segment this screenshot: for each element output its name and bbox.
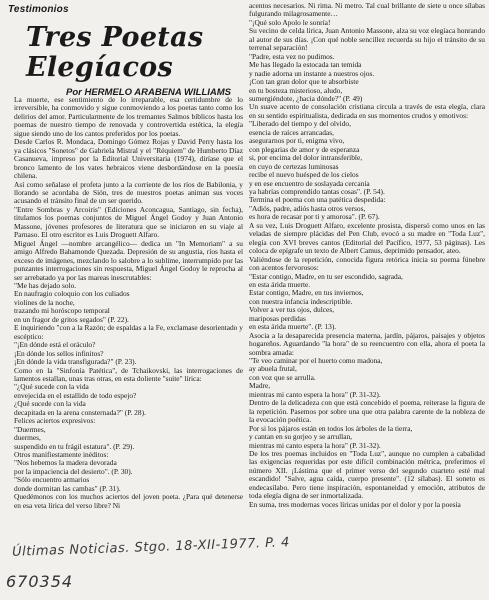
article-byline: Por HERMELO ARABENA WILLIAMS — [66, 87, 232, 98]
article-column-left: La muerte, ese sentimiento de lo irreparable, esa certidumbre de lo irreversible, ha conmovido y sigue conmoviendo a los poetas tanto como los delirios del amor. Particularmente de los tremantes Salmos bíblicos hasta los poemas de nuestro tiempo de renovada y controvertida estética, la elegía sigue siendo uno de los cantos preferidos por los poetas. Desde Carlos R. Mondaca, Domingo Gómez Rojas y David Perry hasta los ya clásicos "Sonetos" de Gabriela Mistral y el "Réquiem" de Humberto Díaz Casanueva, impreso por la Editorial Universitaria (1974), diríase que el bronco lamento de los vates hebraicos viene desbordándose en la poesía chilena. Así como señalase el profeta junto a la corriente de los ríos de Babilonia, y llorando se acordaba de Sión, tres de nuestros poetas animan sus voces acusando el tránsito final de un ser querido. "Entre Sombras y Arcoiris" (Ediciones Aconcagua, Santiago, sin fecha), titulamos los poemas conjuntos de Miguel Ángel Godoy y Juan Antonio Massone, jóvenes profesores de literatura que se iniciaron en su viaje al Parnaso. El otro escritor es Luis Droguett Alfaro. Miguel Ángel —nombre arcangélico— dedica un "In Memoriam" a su amigo Alfredo Bahamonde Quezada. Depresión de su angustia, ríos hasta el exceso de imágenes, mezclando lo salobre a lo sublime, interrumpido por las punzantes interrogaciones sin respuesta, Miguel Ángel Godoy le reprocha al ser arrebatado ya por las mareas inescrutables: "Me has dejado solo. En naufragio coloquio con los culiados violines de la noche, trazando mi horóscopo temporal en un fragor de gritos segados" (P. 22). E inquiriendo "con a la Razón; de espaldas a la Fe, exclamase desorientado y escéptico: "¡En dónde está el oráculo? ¡En dónde los sellos infinitos? ¡En dónde la vida transfigurada?" (P. 23). Como en la "Sinfonía Patética", de Tchaikovski, las interrogaciones de lamentos estallan, unas tras otras, en esta doliente "suite" lírica: "¿Qué sucede con la vida envejecida en el estallido de todo espejo? ¿Qué sucede con la vida decapitada en la arena consternada?" (P. 28). Felices aciertos expresivos: "Duermes, duermes, suspendido en tu frágil estatura". (P. 29). Otros manifiestamente inéditos: "Nos hebemos la madera devorada por la impaciencia del desierto". (P. 30). "Sólo encuentro armarios donde dormitan las cambas" (P. 31). Quedémonos con los muchos aciertos del joven poeta. ¿Para qué detenerse en esa veta lírica del verso libre? Ni — [14, 95, 243, 510]
article-column-right: acentos necesarios. Ni rima. Ni metro. Tal cual brillante de siete u once sílabas fulgurando milagrosamente… "¡Qué solo Apolo le sonría! Su vecino de celda lírica, Juan Antonio Massone, alza su voz elegíaca honrando al autor de sus días. ¡Con qué noble sencillez recuerda su hijo el tránsito de su terrenal separación! "Padre, esta vez no pudimos. Me has llegado la estocada tan temida y nadie adorna un instante a nuestros ojos. ¡Con tan gran dolor que te absorbiste en tu bosteza misterioso, aludo, sumergiéndote, ¿hacia dónde?" (P. 49) Un suave acento de consolación cristiana circula a través de esta elegía, clara en su sentido espiritualista, dedicada en sus momentos crudos y emotivos: "Liberado del tiempo y del olvido, esencia de raíces arrancadas, asegurarnos por ti, enigma vivo, con plegarias de amor y de esperanza si, por encima del dolor intransferible, en cuyo de certezas luminosas recibe el nuevo huésped de los cielos y en ese encuentro de soslayada cercanía ya habrías comprendido tantas cosas". (P. 54). Termina el poema con una patética despedida: "Adiós, padre, adiós hasta otros versos, es hora de recasar por ti y amorosa". (P. 67). A su vez, Luis Droguett Alfaro, excelente prosista, dispersó como unos en las veladas de siempre plácidas del Pen Club, evocó a su madre en "Toda Luz", elegía con XVI breves cantos (Editorial del Pacífico, 1977, 53 páginas). Les coloca de epígrafe un texto de Albert Camus, deprimido pensador, ateo. Valiéndose de la repetición, conocida figura retórica inicia su poema fúnebre con acentos fervorosos: "Estar contigo, Madre, en tu ser escondido, sagrada, en esta árida muerte. Estar contigo, Madre, en tus inviernos, con nuestra infancia indescriptible. Volver a ver tus ojos, dulces, mariposas perdidas en esta árida muerte". (P. 13). Asocia a la desaparecida presencia materna, jardín, pájaros, paisajes y objetos hogareños. Aguardando "la hora" de su reencuentro con ella, ahora el poeta la sombra amada: "Te veo caminar por el huerto como madona, ay abuela frutal, con voz que se arrulla. Madre, mientras mi canto espera la hora" (P. 31-32). Dentro de la delicadeza con que está concebido el poema, reiterase la figura de la repetición. Pasemos por sobre una que otra palabra carente de la nobleza de la evocación poética. Por si los pájaros están en todos los árboles de la tierra, y cantan en su gorjeo y se arrullan, mientras mi canto espera la hora" (P. 31-32). De los tres poemas incluidos en "Toda Luz", aunque no cumplen a cabalidad las exigencias requeridas por este difícil combinación métrica, preferimos el número XII. ¡Lástima que el primer verso del segundo cuarteto esté mal escandido! "Salve, agua caída, cuerpo presente". (12 sílabas). El soneto es endecasílabo. Pero tiene inspiración, espontaneidad y emoción, atributos de toda elegía digna de ser inmortalizada. En suma, tres modernas voces líricas unidas por el dolor y por la poesía — [249, 1, 486, 509]
handwritten-document-number: 670354 — [6, 572, 74, 591]
section-label: Testimonios — [8, 4, 69, 15]
article-header — [8, 4, 248, 98]
handwritten-source-note: Últimas Noticias. Stgo. 18-XII-1977. P. 4 — [11, 535, 290, 560]
article-title: Tres Poetas Elegíacos — [26, 22, 204, 83]
